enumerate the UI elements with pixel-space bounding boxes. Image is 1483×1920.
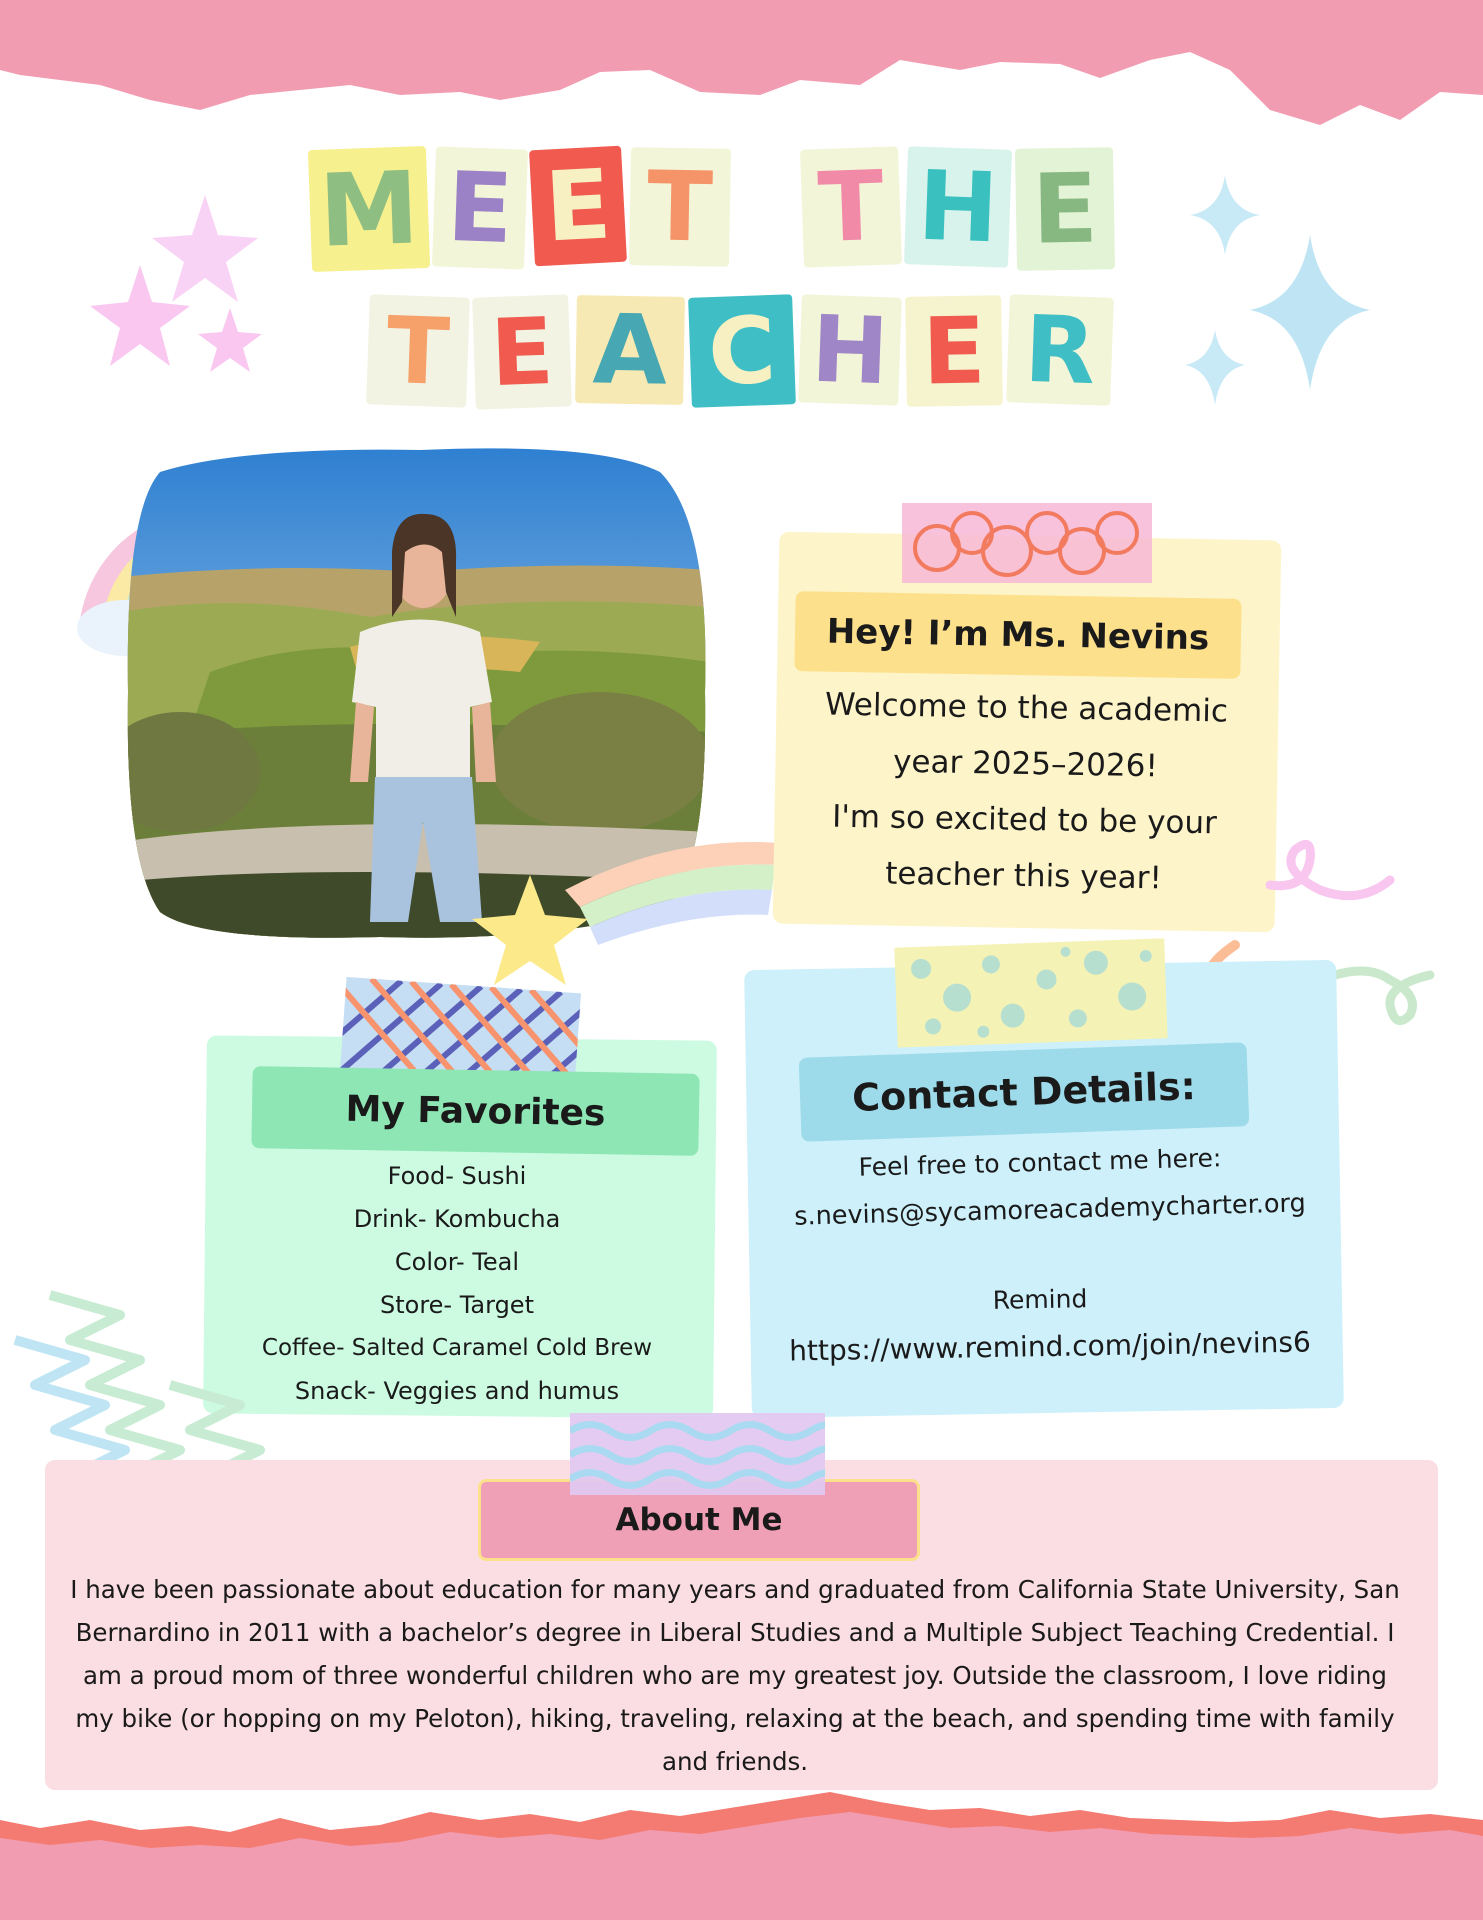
squiggle-pink-icon bbox=[1265, 835, 1395, 915]
title-tile: T bbox=[800, 146, 902, 267]
title-tile: E bbox=[472, 294, 572, 409]
title-tile: E bbox=[529, 146, 627, 267]
contact-heading: Contact Details: bbox=[799, 1042, 1250, 1142]
title-tile: T bbox=[366, 294, 470, 407]
contact-email-link[interactable]: s.nevins@sycamoreacademycharter.org bbox=[793, 1188, 1307, 1232]
remind-label: Remind bbox=[992, 1284, 1088, 1315]
favorites-heading: My Favorites bbox=[251, 1066, 699, 1156]
favorite-item: Drink- Kombucha bbox=[353, 1205, 561, 1233]
title-tile: H bbox=[798, 294, 902, 405]
washi-tape-waves bbox=[570, 1413, 825, 1495]
about-text: I have been passionate about education for many years and graduated from California State University, San Bernardino in 2011 with a bachelor’s degree in Liberal Studies and a Multiple Subject Teaching Credential. I am a proud mom of three wonderful children who are my greatest joy. Outside the classroom, I love riding my bike (or hopping on my Peloton), hiking, traveling, relaxing at the beach, and spending time with family and friends. bbox=[70, 1575, 1400, 1776]
title-line-2 bbox=[368, 293, 1112, 408]
title-tile: E bbox=[1015, 147, 1115, 271]
title-tile: E bbox=[432, 146, 528, 269]
title-tile: T bbox=[629, 147, 731, 267]
favorite-item: Snack- Veggies and humus bbox=[294, 1377, 620, 1405]
intro-line: teacher this year! bbox=[884, 855, 1163, 897]
intro-heading: Hey! I’m Ms. Nevins bbox=[794, 591, 1241, 679]
favorite-item: Color- Teal bbox=[394, 1248, 520, 1276]
shooting-star-icon bbox=[470, 835, 790, 985]
intro-line: I'm so excited to be your bbox=[831, 798, 1218, 842]
top-torn-border bbox=[0, 0, 1483, 150]
title-tile: C bbox=[688, 294, 796, 408]
title-tile: H bbox=[904, 146, 1012, 268]
intro-text bbox=[778, 676, 1272, 909]
favorites-list bbox=[212, 1155, 702, 1413]
intro-line: year 2025–2026! bbox=[892, 743, 1159, 785]
favorite-item: Store- Target bbox=[380, 1291, 534, 1319]
title-tile: R bbox=[1006, 294, 1114, 406]
squiggle-green-icon bbox=[1330, 955, 1440, 1035]
star-cluster-left-icon bbox=[80, 190, 310, 410]
title-tile: M bbox=[308, 146, 430, 272]
bottom-torn-border bbox=[0, 1790, 1483, 1920]
contact-intro: Feel free to contact me here: bbox=[858, 1143, 1222, 1182]
remind-link[interactable]: https://www.remind.com/join/nevins6 bbox=[788, 1325, 1312, 1368]
intro-line: Welcome to the academic bbox=[824, 686, 1229, 730]
title-tile: A bbox=[575, 295, 685, 405]
about-heading: About Me bbox=[478, 1479, 920, 1561]
favorite-item: Coffee- Salted Caramel Cold Brew bbox=[261, 1335, 653, 1361]
title-tile: E bbox=[905, 295, 1003, 407]
favorite-item: Food- Sushi bbox=[387, 1162, 527, 1190]
sparkle-cluster-right-icon bbox=[1170, 170, 1380, 430]
title-line-1 bbox=[310, 148, 1114, 270]
title-tile bbox=[736, 148, 796, 266]
washi-tape-dots bbox=[892, 935, 1170, 1053]
washi-tape-scribble bbox=[902, 503, 1152, 583]
